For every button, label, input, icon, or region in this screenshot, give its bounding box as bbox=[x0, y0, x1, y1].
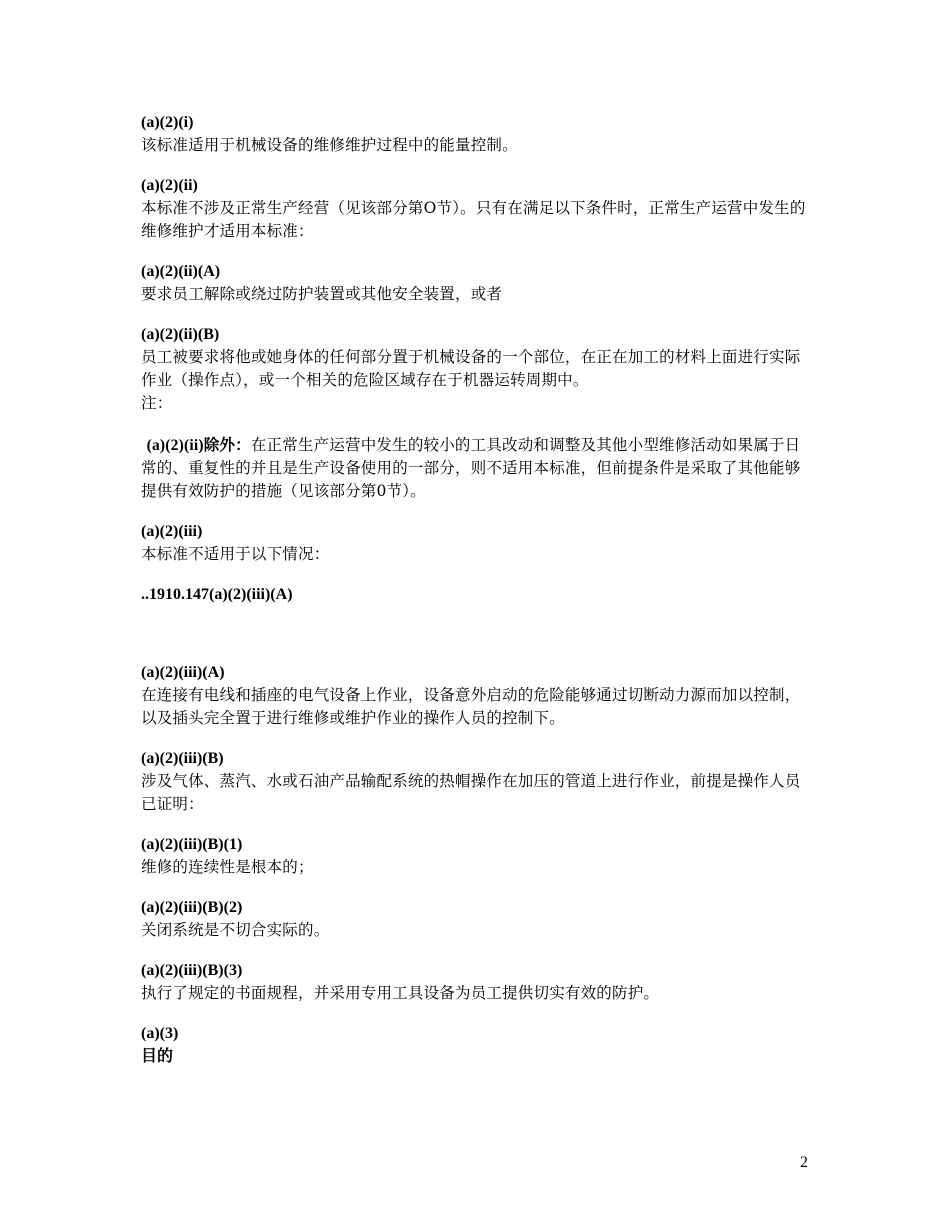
section-heading: (a)(2)(iii) bbox=[141, 523, 203, 540]
section-heading: (a)(3) bbox=[141, 1025, 179, 1042]
section-heading: (a)(2)(iii)(B)(2) bbox=[141, 899, 243, 916]
section-text: 要求员工解除或绕过防护装置或其他安全装置，或者 bbox=[141, 285, 503, 303]
section-heading: (a)(2)(ii)(A) bbox=[141, 263, 221, 280]
section-a-2-iii-A bbox=[141, 662, 813, 730]
section-text: 关闭系统是不切合实际的。 bbox=[141, 921, 330, 939]
section-text: 本标准不涉及正常生产经营（见该部分第O节）。只有在满足以下条件时，正常生产运营中发生的维修维护才适用本标准： bbox=[141, 199, 806, 240]
document-body bbox=[141, 112, 813, 1085]
exception-text: 在正常生产运营中发生的较小的工具改动和调整及其他小型维修活动如果属于日常的、重复性的并且是生产设备使用的一部分，则不适用本标准，但前提条件是采取了其他能够提供有效防护的措施（见该部分第0节）。 bbox=[141, 436, 801, 500]
section-heading: (a)(2)(iii)(B)(1) bbox=[141, 836, 243, 853]
section-heading: (a)(2)(iii)(B) bbox=[141, 750, 224, 767]
section-a-2-i bbox=[141, 112, 813, 157]
section-heading: (a)(2)(iii)(B)(3) bbox=[141, 962, 243, 979]
section-a-2-iii-B-3 bbox=[141, 960, 813, 1005]
section-heading: (a)(2)(iii)(A) bbox=[141, 664, 225, 681]
section-heading: (a)(2)(ii)(B) bbox=[141, 326, 220, 343]
section-a-3 bbox=[141, 1023, 813, 1067]
blank-spacer bbox=[141, 624, 813, 662]
section-text: 维修的连续性是根本的； bbox=[141, 858, 314, 876]
section-text: 在连接有电线和插座的电气设备上作业，设备意外启动的危险能够通过切断动力源而加以控制，以及插头完全置于进行维修或维护作业的操作人员的控制下。 bbox=[141, 686, 801, 727]
page-number: 2 bbox=[800, 1154, 808, 1171]
section-text: 涉及气体、蒸汽、水或石油产品输配系统的热帽操作在加压的管道上进行作业，前提是操作人员已证明： bbox=[141, 772, 801, 813]
note-label: 注： bbox=[141, 394, 173, 412]
section-a-2-ii-B bbox=[141, 324, 813, 415]
section-a-2-iii-B-1 bbox=[141, 834, 813, 879]
section-a-2-iii bbox=[141, 521, 813, 566]
exception-paragraph bbox=[141, 433, 813, 503]
section-a-2-ii-A bbox=[141, 261, 813, 306]
exception-id: (a)(2)(ii) bbox=[146, 437, 204, 454]
section-title: 目的 bbox=[141, 1046, 174, 1065]
section-heading: (a)(2)(ii) bbox=[141, 177, 198, 194]
section-text: 执行了规定的书面规程，并采用专用工具设备为员工提供切实有效的防护。 bbox=[141, 984, 660, 1002]
section-text: 该标准适用于机械设备的维修维护过程中的能量控制。 bbox=[141, 136, 518, 154]
cfr-reference: ..1910.147(a)(2)(iii)(A) bbox=[141, 586, 293, 603]
section-text: 本标准不适用于以下情况： bbox=[141, 545, 330, 563]
section-heading: (a)(2)(i) bbox=[141, 114, 194, 131]
section-text: 员工被要求将他或她身体的任何部分置于机械设备的一个部位，在正在加工的材料上面进行实际作业（操作点），或一个相关的危险区域存在于机器运转周期中。 bbox=[141, 348, 801, 389]
exception-label: 除外： bbox=[203, 435, 251, 454]
section-a-2-iii-B bbox=[141, 748, 813, 816]
section-a-2-ii bbox=[141, 175, 813, 243]
section-a-2-iii-B-2 bbox=[141, 897, 813, 942]
